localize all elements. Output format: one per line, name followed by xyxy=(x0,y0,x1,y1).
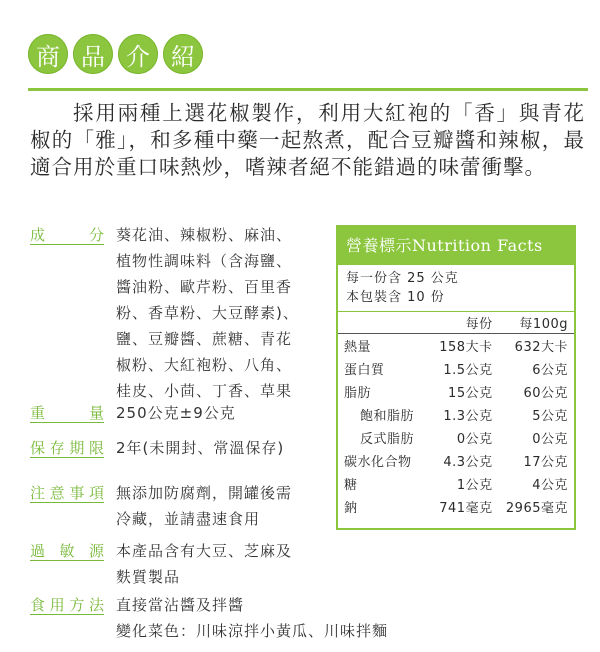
detail-line: 鹽、豆瓣醬、蔗糖、青花 xyxy=(116,330,293,348)
nutrient-name: 蛋白質 xyxy=(344,363,385,378)
detail-line: 桂皮、小茴、丁香、草果 xyxy=(116,382,293,400)
nutrient-per-100g: 4公克 xyxy=(532,478,568,493)
nutrient-name: 碳水化合物 xyxy=(344,455,412,470)
nutrient-name: 飽和脂肪 xyxy=(360,409,415,424)
title-char: 紹 xyxy=(163,34,203,74)
nutrient-per-100g: 2965毫克 xyxy=(505,501,568,516)
detail-line: 葵花油、辣椒粉、麻油、 xyxy=(116,226,293,244)
detail-label: 過 敏 源 xyxy=(30,538,104,561)
col-per-100g: 每100g xyxy=(493,312,574,334)
detail-line: 冷藏，並請盡速食用 xyxy=(116,510,261,528)
detail-line: 直接當沾醬及拌醬 xyxy=(116,596,245,614)
servings-per-package: 本包裝含 10 份 xyxy=(346,290,445,305)
nutrient-per-serving: 1.5公克 xyxy=(443,363,493,378)
detail-value xyxy=(116,538,292,590)
nutrient-per-serving: 15公克 xyxy=(448,386,493,401)
nutrition-header-row xyxy=(338,312,574,334)
nutrient-name: 熱量 xyxy=(344,340,372,355)
detail-line: 無添加防腐劑，開罐後需 xyxy=(116,484,293,502)
detail-value xyxy=(116,480,292,532)
detail-allergens xyxy=(30,538,292,590)
header-divider xyxy=(28,88,588,91)
title-char: 介 xyxy=(118,34,158,74)
detail-label: 注意事項 xyxy=(30,480,104,503)
detail-line: 醬油粉、歐芹粉、百里香 xyxy=(116,278,293,296)
nutrient-per-100g: 5公克 xyxy=(532,409,568,424)
detail-line: 植物性調味料（含海鹽、 xyxy=(116,252,293,270)
detail-ingredients xyxy=(30,222,299,404)
title-char: 商 xyxy=(28,34,68,74)
nutrition-row xyxy=(338,334,574,358)
detail-line: 麩質製品 xyxy=(116,568,181,586)
title-char: 品 xyxy=(73,34,113,74)
nutrient-per-100g: 17公克 xyxy=(523,455,568,470)
nutrition-row xyxy=(338,357,574,380)
detail-line: 變化菜色：川味涼拌小黃瓜、川味拌麵 xyxy=(116,622,389,640)
nutrient-per-serving: 741毫克 xyxy=(439,501,493,516)
nutrient-per-serving: 1.3公克 xyxy=(443,409,493,424)
detail-line: 本產品含有大豆、芝麻及 xyxy=(116,542,293,560)
detail-label: 重 量 xyxy=(30,400,104,423)
nutrition-row xyxy=(338,449,574,472)
col-per-serving: 每份 xyxy=(429,312,493,334)
detail-label: 保存期限 xyxy=(30,435,104,458)
detail-line: 粉、香草粉、大豆酵素)、 xyxy=(116,304,299,322)
nutrient-name: 脂肪 xyxy=(344,386,372,401)
detail-line: 椒粉、大紅袍粉、八角、 xyxy=(116,356,293,374)
nutrient-per-100g: 632大卡 xyxy=(514,340,568,355)
detail-line: 2年(未開封、常溫保存) xyxy=(116,439,285,457)
nutrient-per-100g: 0公克 xyxy=(532,432,568,447)
section-header xyxy=(28,28,208,80)
detail-label: 食用方法 xyxy=(30,592,104,615)
nutrition-row xyxy=(338,380,574,403)
nutrition-row xyxy=(338,472,574,495)
detail-notes xyxy=(30,480,292,532)
nutrient-per-serving: 1公克 xyxy=(456,478,493,493)
detail-value xyxy=(116,400,236,426)
detail-weight xyxy=(30,400,236,426)
nutrient-per-serving: 0公克 xyxy=(456,432,493,447)
nutrition-row xyxy=(338,426,574,449)
nutrition-title: 營養標示Nutrition Facts xyxy=(338,227,574,265)
detail-value xyxy=(116,222,299,404)
serving-size: 每一份含 25 公克 xyxy=(346,271,459,286)
nutrient-per-serving: 158大卡 xyxy=(439,340,493,355)
nutrition-facts-panel xyxy=(336,225,576,530)
nutrition-row xyxy=(338,403,574,426)
detail-usage xyxy=(30,592,388,644)
detail-label: 成 分 xyxy=(30,222,104,245)
detail-value xyxy=(116,435,284,461)
product-description: 採用兩種上選花椒製作，利用大紅袍的「香」與青花椒的「雅」，和多種中藥一起熬煮，配合豆瓣醬和辣椒，最適合用於重口味熱炒，嗜辣者絕不能錯過的味蕾衝擊。 xyxy=(30,101,585,179)
nutrient-name: 鈉 xyxy=(344,501,358,516)
detail-value xyxy=(116,592,388,644)
serving-info xyxy=(338,265,574,307)
nutrition-row xyxy=(338,495,574,518)
nutrient-per-100g: 60公克 xyxy=(523,386,568,401)
nutrient-per-100g: 6公克 xyxy=(532,363,568,378)
nutrient-name: 反式脂肪 xyxy=(360,432,415,447)
nutrition-table xyxy=(338,312,574,518)
nutrient-per-serving: 4.3公克 xyxy=(443,455,493,470)
detail-line: 250公克±9公克 xyxy=(116,404,236,422)
nutrient-name: 糖 xyxy=(344,478,358,493)
detail-shelf-life xyxy=(30,435,284,461)
